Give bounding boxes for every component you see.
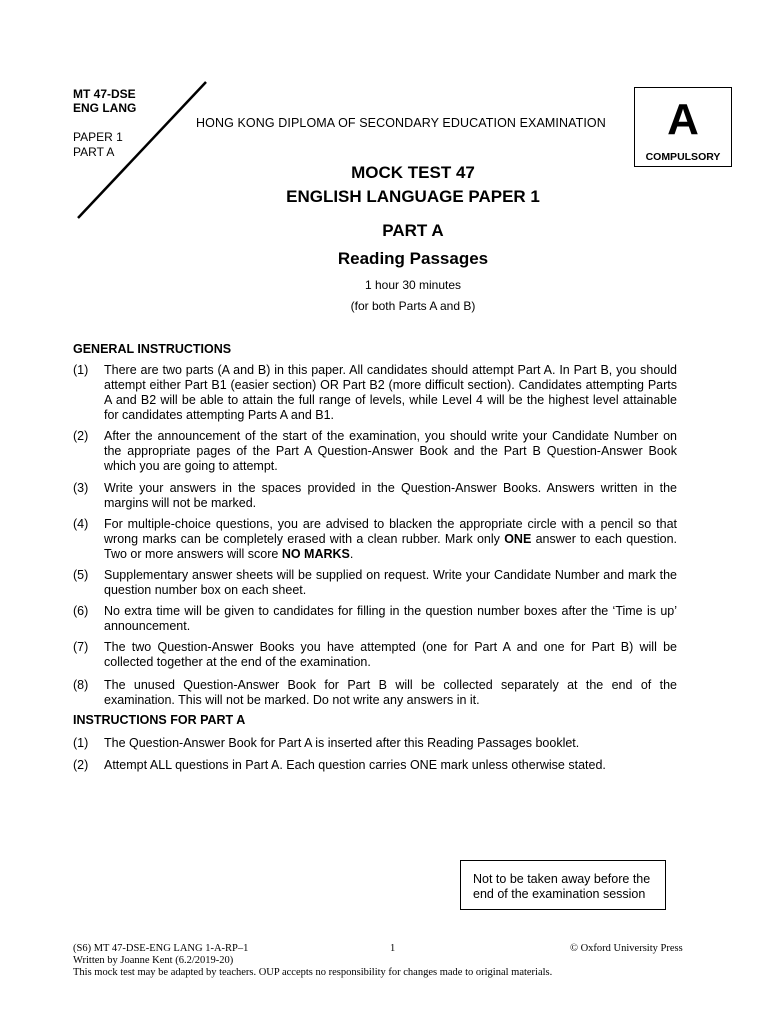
instruction-text: Supplementary answer sheets will be supplied on request. Write your Candidate Number and mark the question number box on each sheet. xyxy=(104,568,677,597)
instruction-text xyxy=(104,517,677,562)
instruction-text: After the announcement of the start of the examination, you should write your Candidate Number on the appropriate pages of the Part A Question-Answer Book and the Part B Question-Answer Book which you are going to attempt. xyxy=(104,429,677,473)
notice-line1: Not to be taken away before the xyxy=(473,872,651,886)
notice-line2: end of the examination session xyxy=(473,887,646,901)
general-instructions-heading: GENERAL INSTRUCTIONS xyxy=(73,342,232,356)
instruction-text: The two Question-Answer Books you have attempted (one for Part A and one for Part B) will be collected together at the end of the examination. xyxy=(104,640,677,669)
part-title: PART A xyxy=(382,221,444,240)
exam-name: HONG KONG DIPLOMA OF SECONDARY EDUCATION EXAMINATION xyxy=(196,116,606,130)
instruction-number: (5) xyxy=(73,568,89,582)
duration: 1 hour 30 minutes xyxy=(364,278,462,292)
instruction-number: (3) xyxy=(73,481,89,495)
footer-disclaimer: This mock test may be adapted by teachers. OUP accepts no responsibility for changes made to original materials. xyxy=(73,967,553,978)
part-a-instructions-heading: INSTRUCTIONS FOR PART A xyxy=(73,713,246,727)
instruction-item xyxy=(73,604,677,634)
instruction-text-part: For multiple-choice questions, you are advised to blacken the appropriate circle with a pencil so that wrong marks can be completely erased with a clean rubber. Mark only xyxy=(104,517,677,546)
emphasis-no-marks: NO MARKS xyxy=(281,547,350,561)
instruction-item xyxy=(73,481,677,511)
section-subtitle: Reading Passages xyxy=(337,249,489,268)
instruction-number: (1) xyxy=(73,363,89,377)
paper-title: ENGLISH LANGUAGE PAPER 1 xyxy=(286,187,540,206)
part-label: PART A xyxy=(73,145,115,159)
page-number: 1 xyxy=(390,943,396,954)
instruction-number: (1) xyxy=(73,736,89,750)
paper-label: PAPER 1 xyxy=(73,130,123,144)
copyright: © Oxford University Press xyxy=(570,943,683,954)
instruction-item xyxy=(73,363,677,423)
instruction-text: There are two parts (A and B) in this paper. All candidates should attempt Part A. In Part B, you should attempt either Part B1 (easier section) OR Part B2 (more difficult section). Candidates attempting Parts A and B2 will be able to attain the full range of levels, while Level 4 will be the highest level attainable for candidates attempting Parts A and B1. xyxy=(104,363,677,422)
instruction-text: No extra time will be given to candidates for filling in the question number boxes after the ‘Time is up’ announcement. xyxy=(104,604,677,633)
notice-box xyxy=(460,860,666,910)
instruction-number: (4) xyxy=(73,517,89,531)
footer-code: (S6) MT 47-DSE-ENG LANG 1-A-RP–1 xyxy=(73,943,249,954)
instruction-text-part: . xyxy=(349,547,354,561)
paper-code-line1: MT 47-DSE xyxy=(73,87,136,101)
instruction-item xyxy=(73,736,677,751)
instruction-number: (6) xyxy=(73,604,89,618)
instruction-item xyxy=(73,758,677,773)
instruction-text-part: answer to each question. Two or more answers will score xyxy=(104,532,677,561)
instruction-text: The Question-Answer Book for Part A is inserted after this Reading Passages booklet. xyxy=(104,736,580,750)
duration-note: (for both Parts A and B) xyxy=(350,299,476,313)
mock-test-title: MOCK TEST 47 xyxy=(351,163,475,182)
badge-label: COMPULSORY xyxy=(645,151,721,163)
instruction-item xyxy=(73,429,677,474)
instruction-text: Write your answers in the spaces provided in the Question-Answer Books. Answers written in the margins will not be marked. xyxy=(104,481,677,510)
instruction-number: (7) xyxy=(73,640,89,654)
badge-letter: A xyxy=(667,95,699,144)
instruction-number: (2) xyxy=(73,758,89,772)
instruction-item xyxy=(73,640,677,670)
instruction-item xyxy=(73,568,677,598)
instruction-number: (2) xyxy=(73,429,89,443)
instruction-item xyxy=(73,517,677,562)
paper-code-line2: ENG LANG xyxy=(73,101,137,115)
emphasis-one: ONE xyxy=(504,532,532,546)
footer-author: Written by Joanne Kent (6.2/2019-20) xyxy=(73,955,234,966)
compulsory-badge xyxy=(634,87,732,167)
instruction-text: Attempt ALL questions in Part A. Each question carries ONE mark unless otherwise stated. xyxy=(104,758,606,772)
instruction-text: The unused Question-Answer Book for Part B will be collected separately at the end of the examination. This will not be marked. Do not write any answers in it. xyxy=(104,678,677,707)
instruction-number: (8) xyxy=(73,678,89,692)
instruction-item xyxy=(73,678,677,708)
